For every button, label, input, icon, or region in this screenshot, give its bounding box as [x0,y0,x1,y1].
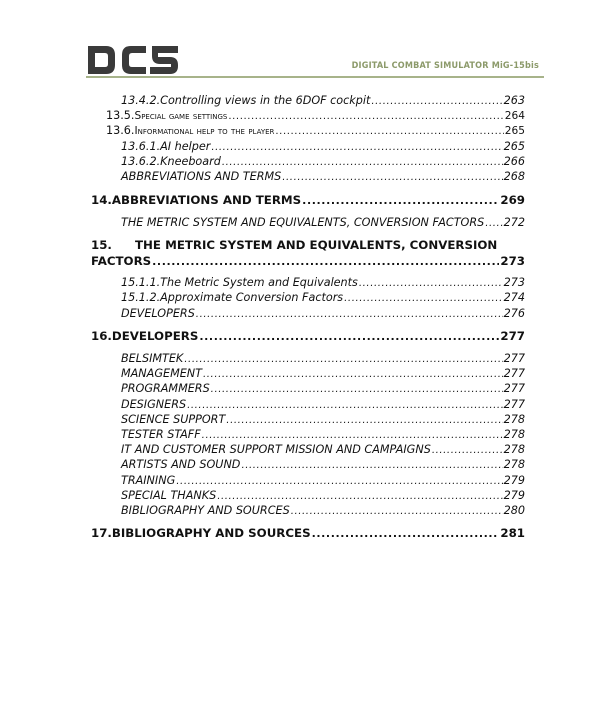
toc-entry-page: 277 [503,352,525,365]
toc-chapter-entry-continuation[interactable] [91,254,525,269]
toc-entry-page: 277 [503,367,525,380]
toc-entry-page: 281 [500,526,525,540]
toc-entry-page: 265 [504,125,525,137]
toc-entry-label: BIBLIOGRAPHY AND SOURCES [121,504,290,517]
toc-entry[interactable] [121,352,525,367]
dcs-logo [86,41,180,76]
toc-entry-label: Kneeboard [160,155,221,168]
toc-entry-number: 14. [91,193,112,207]
toc-entry-label: PROGRAMMERS [121,382,210,395]
toc-entry[interactable] [121,140,525,155]
toc-entry-page: 274 [503,291,525,304]
dot-leader [203,368,503,382]
dot-leader [217,490,502,504]
toc-entry-label: ABBREVIATIONS AND TERMS [121,170,282,183]
toc-entry[interactable] [121,443,525,458]
toc-entry-number: 13.6. [106,124,135,137]
toc-entry-label: THE METRIC SYSTEM AND EQUIVALENTS, CONVERSION FACTORS [121,216,485,229]
dot-leader [432,444,503,458]
toc-entry-label: Approximate Conversion Factors [160,291,344,304]
toc-entry[interactable] [106,109,525,124]
toc-entry-page: 264 [504,110,525,122]
toc-entry-page: 268 [503,170,525,183]
toc-entry[interactable] [121,216,525,231]
toc-entry[interactable] [121,155,525,170]
dot-leader [344,292,503,306]
toc-entry-number: 13.5. [106,109,135,122]
toc-entry-label: SCIENCE SUPPORT [121,413,226,426]
toc-entry[interactable] [106,124,525,139]
toc-entry-page: 269 [500,193,525,207]
toc-entry-number: 16. [91,329,112,343]
toc-entry-page: 277 [503,398,525,411]
dot-leader [211,141,502,155]
toc-entry[interactable] [121,291,525,306]
toc-entry-page: 278 [503,443,525,456]
dot-leader [312,527,500,541]
toc-entry[interactable] [121,504,525,519]
dot-leader [187,399,503,413]
dot-leader [184,353,502,367]
dot-leader [302,194,499,208]
dot-leader [202,429,503,443]
dot-leader [222,156,503,170]
dot-leader [241,459,502,473]
toc-entry-page: 279 [503,489,525,502]
toc-entry-page: 272 [503,216,525,229]
toc-entry-label: FACTORS [91,254,152,268]
toc-chapter-entry[interactable] [91,238,497,252]
toc-entry-number: 13.6.2. [121,155,161,168]
dot-leader [291,505,503,519]
dot-leader [359,277,503,291]
toc-entry-page: 263 [503,94,525,107]
toc-entry-number: 15.1.1. [121,276,161,289]
toc-entry[interactable] [121,398,525,413]
toc-entry-number: 17. [91,526,112,540]
toc-entry-page: 277 [500,329,525,343]
toc-entry-label: DEVELOPERS [111,329,199,343]
dot-leader [176,475,502,489]
toc-entry-number: 15. [91,238,112,252]
toc-entry[interactable] [121,276,525,291]
toc-entry-page: 278 [503,413,525,426]
toc-chapter-entry[interactable] [91,329,525,344]
toc-entry[interactable] [121,367,525,382]
dot-leader [282,171,502,185]
toc-entry[interactable] [121,170,525,185]
toc-entry[interactable] [121,428,525,443]
toc-entry-page: 279 [503,474,525,487]
dot-leader [152,255,499,269]
toc-entry-label: The Metric System and Equivalents [160,276,358,289]
toc-entry[interactable] [121,307,525,322]
header-title: DIGITAL COMBAT SIMULATOR MiG-15bis [351,61,539,71]
dot-leader [196,308,503,322]
toc-entry-number: 15.1.2. [121,291,161,304]
dot-leader [275,125,503,139]
toc-entry-label: BIBLIOGRAPHY AND SOURCES [111,526,311,540]
toc-entry-label: DEVELOPERS [121,307,195,320]
toc-entry-page: 273 [503,276,525,289]
toc-entry-label: BELSIMTEK [121,352,184,365]
dot-leader [226,414,502,428]
toc-entry-label: TRAINING [121,474,176,487]
toc-entry[interactable] [121,474,525,489]
toc-entry[interactable] [121,382,525,397]
toc-entry-label: TESTER STAFF [121,428,201,441]
toc-entry-label: SPECIAL THANKS [121,489,217,502]
toc-entry-label: Special game settings [134,110,228,122]
dot-leader [199,330,499,344]
toc-entry-label: IT AND CUSTOMER SUPPORT MISSION AND CAMPAIGNS [121,443,431,456]
toc-entry[interactable] [121,458,525,473]
dot-leader [211,383,503,397]
toc-entry-page: 276 [503,307,525,320]
toc-entry-label: Controlling views in the 6DOF cockpit [160,94,371,107]
toc-entry-label: MANAGEMENT [121,367,202,380]
toc-entry-page: 265 [503,140,525,153]
toc-entry-page: 278 [503,428,525,441]
toc-entry-label: THE METRIC SYSTEM AND EQUIVALENTS, CONVERSION [135,238,498,252]
toc-entry-page: 280 [503,504,525,517]
header-divider [86,76,544,78]
toc-entry-page: 266 [503,155,525,168]
toc-entry-page: 277 [503,382,525,395]
toc-entry-label: AI helper [160,140,211,153]
toc-entry[interactable] [121,413,525,428]
dot-leader [228,110,503,124]
dot-leader [485,217,502,231]
dot-leader [371,95,502,109]
toc-entry-label: ARTISTS AND SOUND [121,458,241,471]
toc-chapter-entry[interactable] [91,526,525,541]
toc-chapter-entry[interactable] [91,193,525,208]
toc-entry-number: 13.6.1. [121,140,161,153]
toc-entry-label: ABBREVIATIONS AND TERMS [111,193,302,207]
toc-entry-page: 273 [500,254,525,268]
toc-entry[interactable] [121,489,525,504]
toc-entry-number: 13.4.2. [121,94,161,107]
toc-entry-page: 278 [503,458,525,471]
toc-entry-label: DESIGNERS [121,398,187,411]
toc-entry[interactable] [121,94,525,109]
toc-entry-label: Informational help to the player [134,125,275,137]
